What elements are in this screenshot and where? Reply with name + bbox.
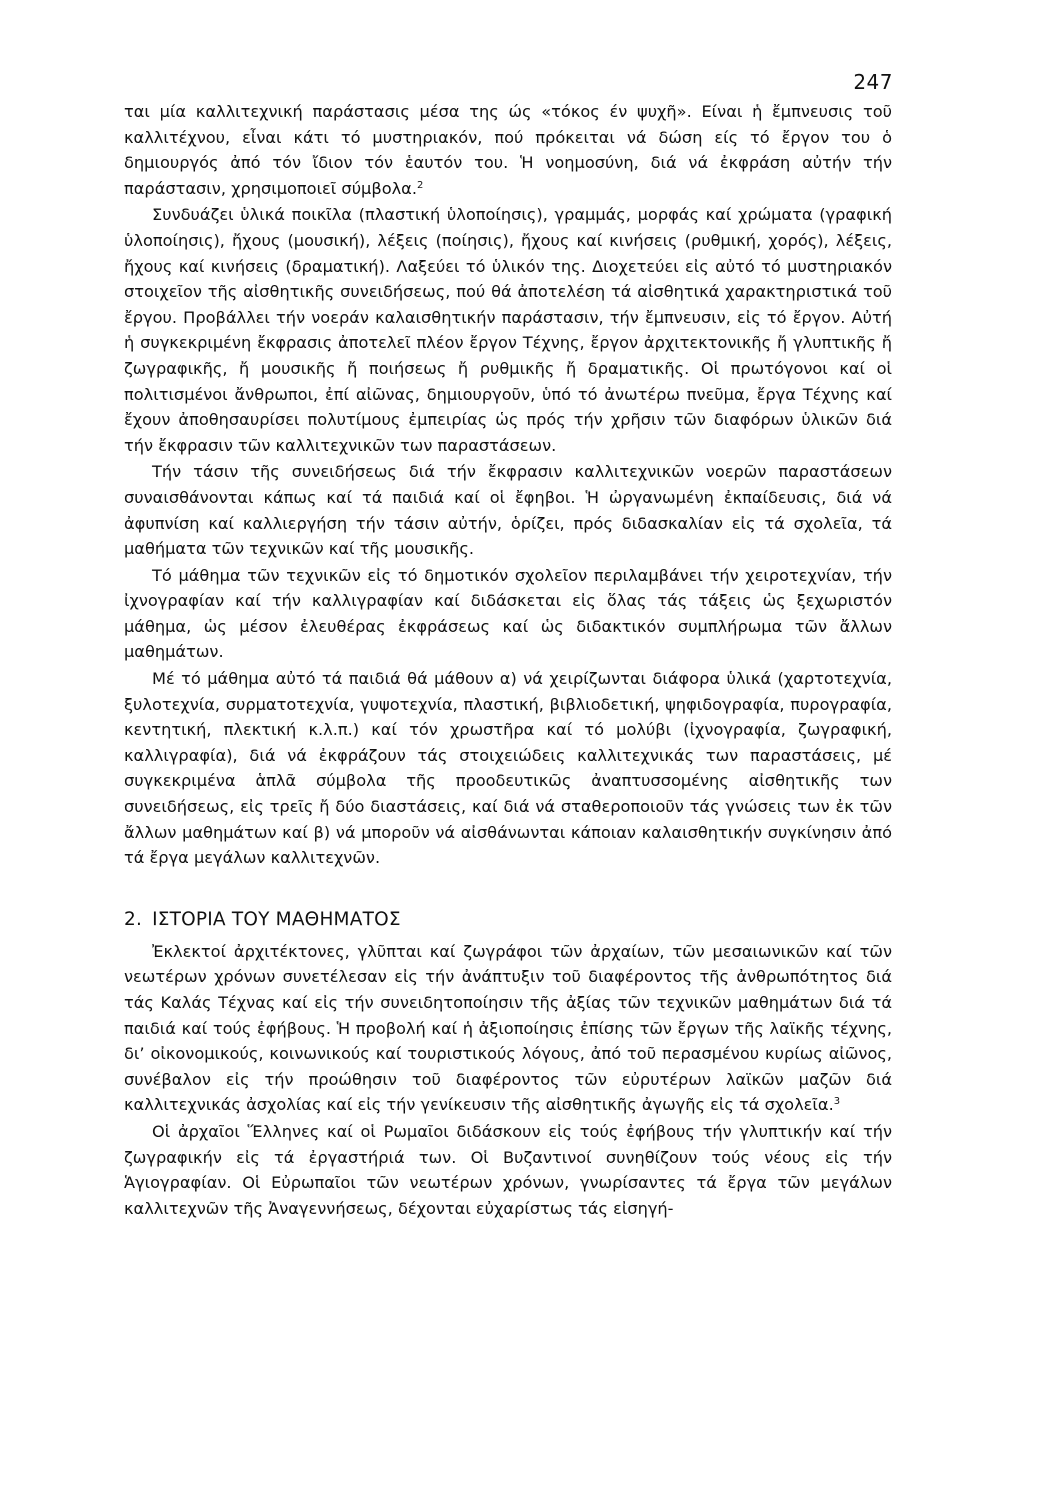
footnote-ref: 3 [833,1096,841,1108]
paragraph-2 [124,202,892,458]
paragraph-text: ται μία καλλιτεχνική παράστασις μέσα της ώς «τόκος έν ψυχῆ». Είναι ἡ ἔμπνευσις τοῦ καλλιτέχνου, εἶναι κάτι τό μυστηριακόν, πού πρόκειται νά δώση είς τό ἔργον του ὁ δημιουργός ἀπό τόν ἴδιον τόν ἑαυτόν του. Ἡ νοημοσύνη, διά νά ἐκφράση αὐτήν τήν παράστασιν, χρησιμοποιεῖ σύμβολα. [124,102,892,198]
footnote-ref: 2 [417,179,424,191]
section-title: ΙΣΤΟΡΙΑ ΤΟΥ ΜΑΘΗΜΑΤΟΣ [152,908,401,930]
paragraph-text: Τό μάθημα τῶν τεχνικῶν εἰς τό δημοτικόν σχολεῖον περιλαμβάνει τήν χειροτεχνίαν, τήν ἰχνογραφίαν καί τήν καλλιγραφίαν καί διδάσκεται εἰς ὅλας τάς τάξεις ὡς ξεχωριστόν μάθημα, ὡς μέσον ἐλευθέρας ἐκφράσεως καί ὡς διδακτικόν συμπλήρωμα τῶν ἄλλων μαθημάτων. [124,565,892,662]
body-text [124,99,892,1221]
paragraph-4 [124,563,892,665]
paragraph-text: Μέ τό μάθημα αὐτό τά παιδιά θά μάθουν α) νά χειρίζωνται διάφορα ὑλικά (χαρτοτεχνία, ξυλοτεχνία, συρματοτεχνία, γυψοτεχνία, πλαστική, βιβλιοδετική, ψηφιδογραφία, πυρογραφία, κεντητική, πλεκτική κ.λ.π.) καί τόν χρωστῆρα καί τό μολύβι (ἰχνογραφία, ζωγραφική, καλλιγραφία), διά νά ἐκφράζουν τάς στοιχειώδεις καλλιτεχνικάς των παραστάσεις, μέ συγκεκριμένα ἁπλᾶ σύμβολα τῆς προοδευτικῶς ἀναπτυσσομένης αἰσθητικῆς των συνειδήσεως, εἰς τρεῖς ἤ δύο διαστάσεις, καί διά νά σταθεροποιοῦν τάς γνώσεις των ἐκ τῶν ἄλλων μαθημάτων καί β) νά μποροῦν νά αἰσθάνωνται κάποιαν καλαισθητικήν συγκίνησιν ἀπό τά ἔργα μεγάλων καλλιτεχνῶν. [124,669,892,868]
paragraph-3 [124,459,892,561]
section-heading [124,907,892,933]
paragraph-6 [124,939,892,1118]
paragraph-text: Ἐκλεκτοί ἀρχιτέκτονες, γλῦπται καί ζωγράφοι τῶν ἀρχαίων, τῶν μεσαιωνικῶν καί τῶν νεωτέρων χρόνων συνετέλεσαν εἰς τήν ἀνάπτυξιν τοῦ διαφέροντος τῆς ἀνθρωπότητος διά τάς Καλάς Τέχνας καί εἰς τήν συνειδητοποίησιν τῆς ἀξίας τῶν τεχνικῶν μαθημάτων διά τά παιδιά καί τούς ἐφήβους. Ἡ προβολή καί ἡ ἀξιοποίησις ἐπίσης τῶν ἔργων τῆς λαϊκῆς τέχνης, δι’ οἰκονομικούς, κοινωνικούς καί τουριστικούς λόγους, ἀπό τοῦ περασμένου κυρίως αἰῶνος, συνέβαλον εἰς τήν προώθησιν τοῦ διαφέροντος τῶν εὐρυτέρων λαϊκῶν μαζῶν διά καλλιτεχνικάς ἀσχολίας καί εἰς τήν γενίκευσιν τῆς αἰσθητικῆς ἀγωγῆς εἰς τά σχολεῖα. [124,941,892,1115]
paragraph-1 [124,99,892,201]
page-number: 247 [853,70,893,94]
paragraph-7 [124,1119,892,1221]
paragraph-text: Τήν τάσιν τῆς συνειδήσεως διά τήν ἔκφρασιν καλλιτεχνικῶν νοερῶν παραστάσεων συναισθάνονται κάπως καί τά παιδιά καί οἱ ἔφηβοι. Ἡ ὠργανωμένη ἐκπαίδευσις, διά νά ἀφυπνίση καί καλλιεργήση τήν τάσιν αὐτήν, ὁρίζει, πρός διδασκαλίαν εἰς τά σχολεῖα, τά μαθήματα τῶν τεχνικῶν καί τῆς μουσικῆς. [124,462,892,559]
paragraph-5 [124,666,892,871]
paragraph-text: Οἱ ἀρχαῖοι Ἕλληνες καί οἱ Ρωμαῖοι διδάσκουν εἰς τούς ἐφήβους τήν γλυπτικήν καί τήν ζωγραφικήν εἰς τά ἐργαστήριά των. Οἱ Βυζαντινοί συνηθίζουν τούς νέους εἰς τήν Ἁγιογραφίαν. Οἱ Εὐρωπαῖοι τῶν νεωτέρων χρόνων, γνωρίσαντες τά ἔργα τῶν μεγάλων καλλιτεχνῶν τῆς Ἀναγεννήσεως, δέχονται εὐχαρίστως τάς εἰσηγή- [124,1121,892,1218]
section-number: 2. [124,908,143,930]
paragraph-text: Συνδυάζει ὑλικά ποικῖλα (πλαστική ὑλοποίησις), γραμμάς, μορφάς καί χρώματα (γραφική ὑλοποίησις), ἤχους (μουσική), λέξεις (ποίησις), ἤχους καί κινήσεις (ρυθμική, χορός), λέξεις, ἤχους καί κινήσεις (δραματική). Λαξεύει τό ὑλικόν της. Διοχετεύει εἰς αὐτό τό μυστηριακόν στοιχεῖον τῆς αἰσθητικῆς συνειδήσεως, πού θά ἀποτελέση τά αἰσθητικά χαρακτηριστικά τοῦ ἔργου. Προβάλλει τήν νοεράν καλαισθητικήν παράστασιν, τήν ἔμπνευσιν, εἰς τό ἔργον. Αὐτή ἡ συγκεκριμένη ἔκφρασις ἀποτελεῖ πλέον ἔργον Τέχνης, ἔργον ἀρχιτεκτονικῆς ἤ γλυπτικῆς ἤ ζωγραφικῆς, ἤ μουσικῆς ἤ ποιήσεως ἤ ρυθμικῆς ἤ δραματικῆς. Οἱ πρωτόγονοι καί οἱ πολιτισμένοι ἄνθρωποι, ἐπί αἰῶνας, δημιουργοῦν, ὑπό τό ἀνωτέρω πνεῦμα, ἔργα Τέχνης καί ἔχουν ἀποθησαυρίσει πολυτίμους ἐμπειρίας ὡς πρός τήν χρῆσιν τῶν διαφόρων ὑλικῶν διά τήν ἔκφρασιν τῶν καλλιτεχνικῶν των παραστάσεων. [124,205,892,455]
